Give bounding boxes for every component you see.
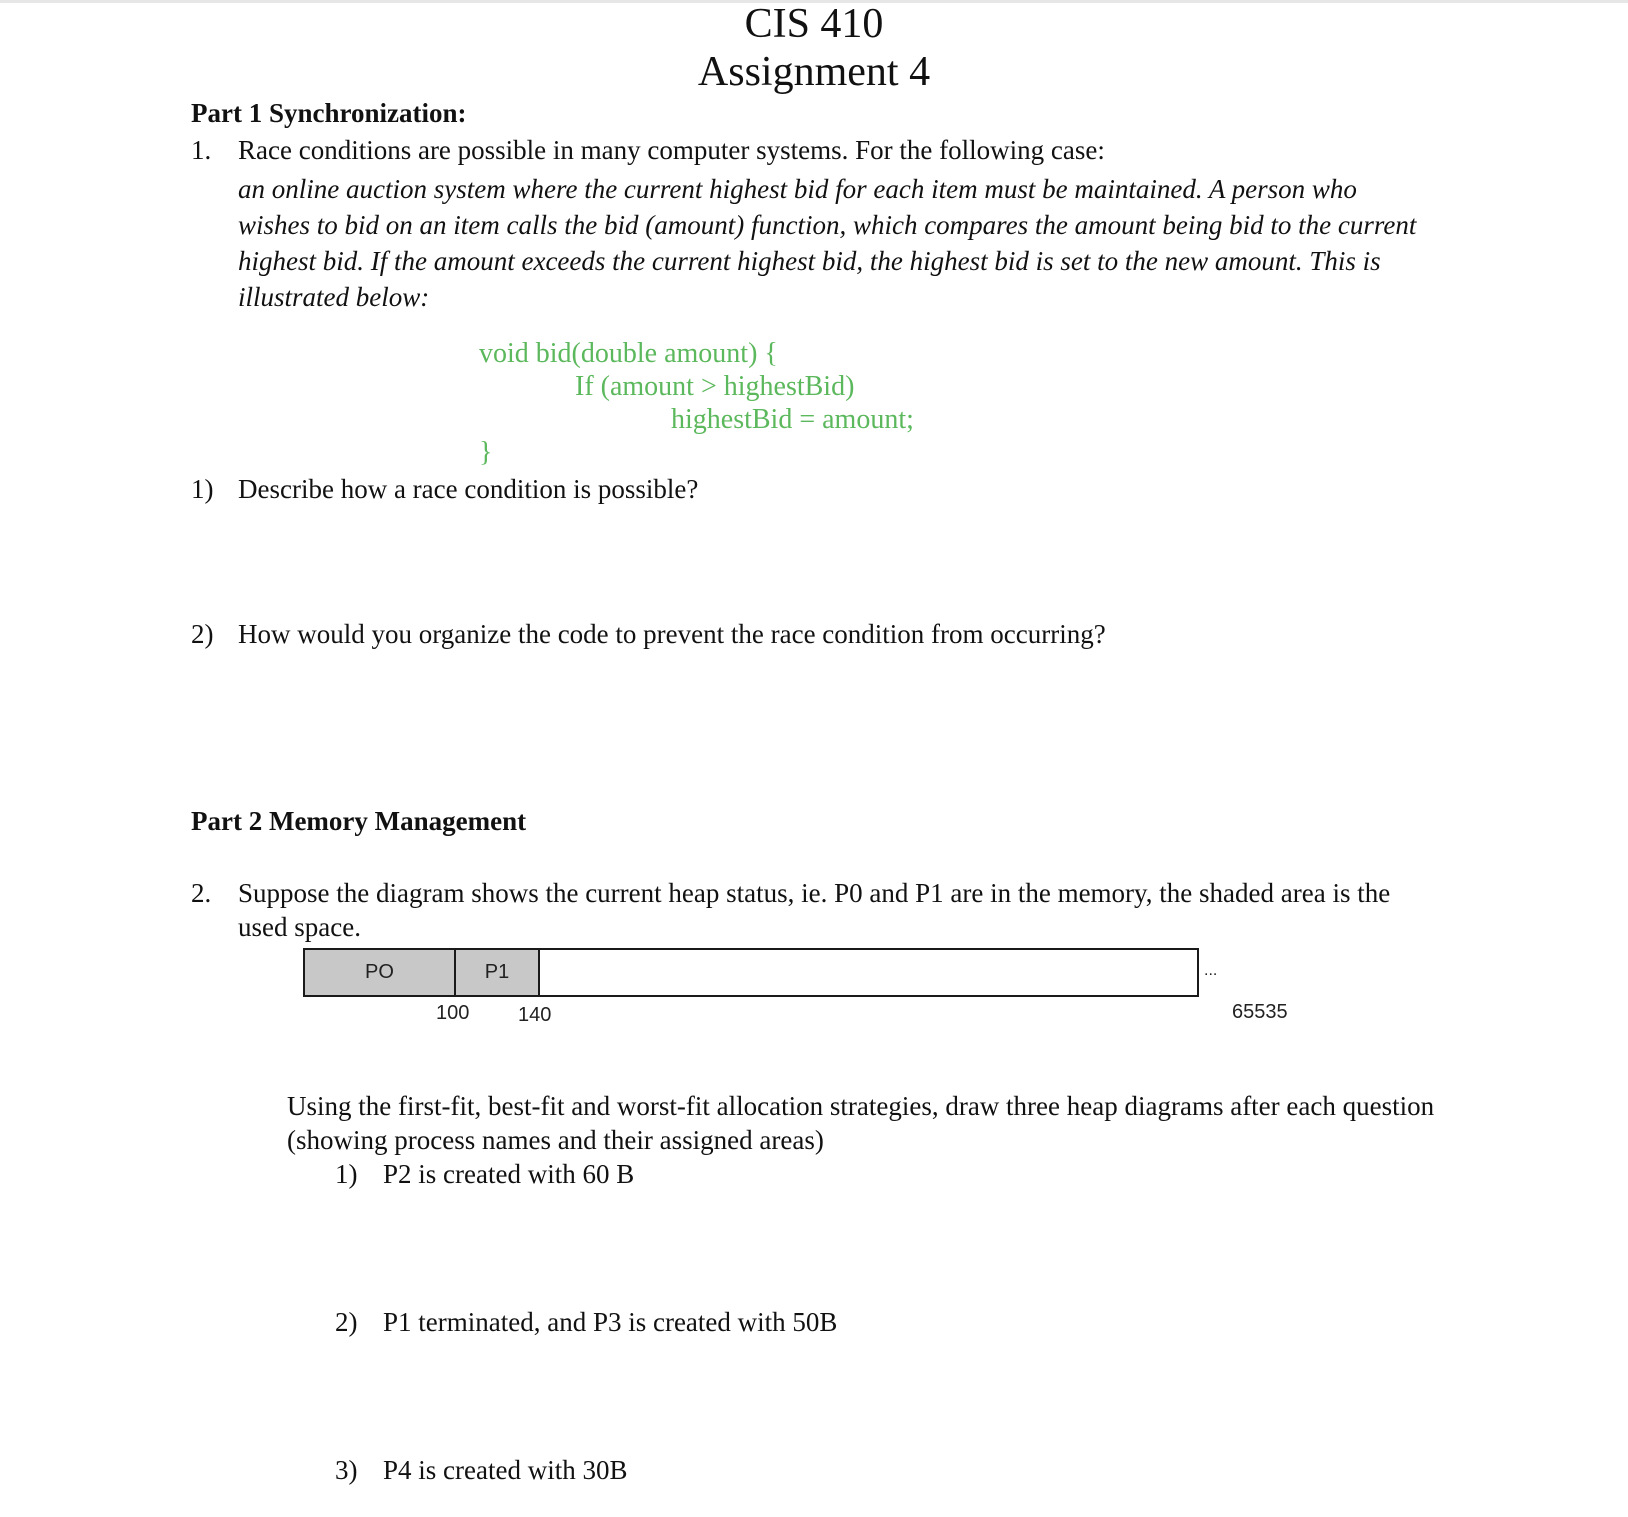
heap-segment-p0 <box>305 950 456 995</box>
task1-number: 1) <box>335 1159 358 1189</box>
heap-segment-p1 <box>456 950 540 995</box>
p1-label: P1 <box>484 961 510 983</box>
q2-number: 2. <box>191 878 212 908</box>
assignment-title: Assignment 4 <box>697 49 931 95</box>
q2-text: Suppose the diagram shows the current heap status, ie. P0 and P1 are in the memory, the shaded area is the used space. <box>238 878 1391 942</box>
code-line-3: highestBid = amount; <box>671 404 914 435</box>
sub1-number: 1) <box>191 474 214 504</box>
code-line-2: If (amount > highestBid) <box>575 371 855 402</box>
course-title: CIS 410 <box>744 1 884 47</box>
q1-scenario: an online auction system where the current highest bid for each item must be maintained. A person who wishes to bid on an item calls the bid (amount) function, which compares the amount being bid to the current highest bid. If the amount exceeds the current highest bid, the highest bid is set to the new amount. This is illustrated below: <box>238 174 1417 312</box>
sub1-text: Describe how a race condition is possible? <box>238 474 699 504</box>
address-100: 100 <box>436 1002 470 1024</box>
q1-number: 1. <box>191 135 212 165</box>
heap-ellipsis: ... <box>1204 962 1218 979</box>
sub2-number: 2) <box>191 619 214 649</box>
q1-text: Race conditions are possible in many computer systems. For the following case: <box>238 135 1105 165</box>
part1-heading: Part 1 Synchronization: <box>191 98 467 128</box>
task1-text: P2 is created with 60 B <box>383 1159 635 1189</box>
task2-text: P1 terminated, and P3 is created with 50B <box>383 1307 838 1337</box>
allocation-instruction: Using the first-fit, best-fit and worst-fit allocation strategies, draw three heap diagrams after each question (showing process names and their assigned areas) <box>287 1091 1435 1155</box>
part2-heading: Part 2 Memory Management <box>191 806 527 836</box>
code-line-1: void bid(double amount) { <box>479 338 778 369</box>
task3-number: 3) <box>335 1455 358 1485</box>
task3-text: P4 is created with 30B <box>383 1455 628 1485</box>
address-65535: 65535 <box>1232 1001 1288 1023</box>
heap-segment-free <box>540 950 1197 995</box>
p0-label: PO <box>365 961 394 983</box>
code-line-4: } <box>479 437 493 468</box>
sub2-text: How would you organize the code to prevent the race condition from occurring? <box>238 619 1106 649</box>
heap-diagram <box>303 948 1199 997</box>
task2-number: 2) <box>335 1307 358 1337</box>
address-140: 140 <box>518 1004 552 1026</box>
